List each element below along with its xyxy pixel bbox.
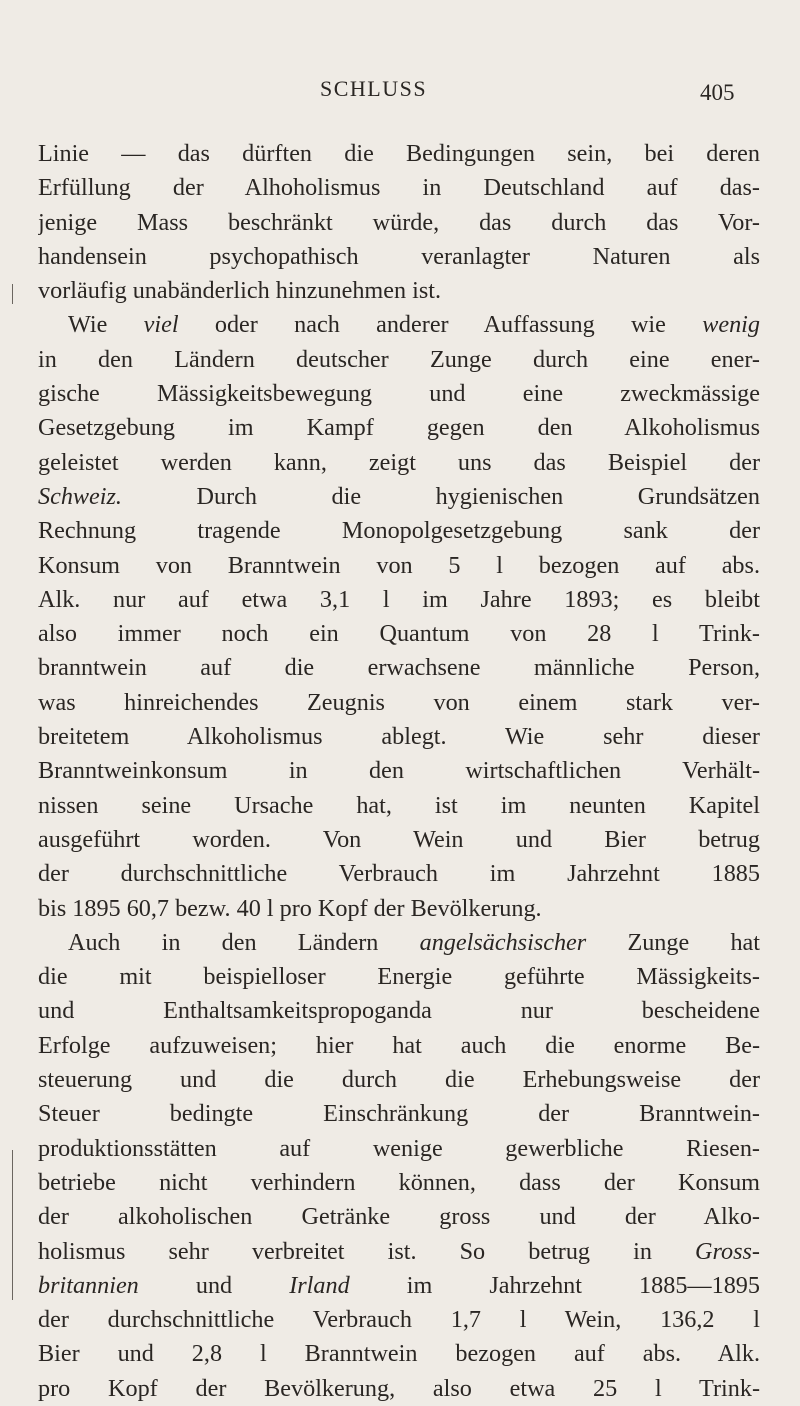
text-line: Alk. nur auf etwa 3,1 l im Jahre 1893; es bleibt bbox=[38, 585, 760, 613]
text-line: Linie — das dürften die Bedingungen sein, bei deren bbox=[38, 140, 760, 167]
italic-word: wenig bbox=[702, 311, 760, 339]
text-line: Rechnung tragende Monopolgesetzgebung sank der bbox=[38, 517, 760, 545]
running-head bbox=[0, 72, 800, 105]
text-line: Erfüllung der Alhoholismus in Deutschland auf das- bbox=[38, 174, 760, 202]
text-line: Bier und 2,8 l Branntwein bezogen auf abs. Alk. bbox=[38, 1340, 760, 1368]
text-line: Branntweinkonsum in den wirtschaftlichen Verhält- bbox=[38, 757, 760, 785]
italic-word: Schweiz. bbox=[38, 482, 122, 510]
text-line: branntwein auf die erwachsene männliche Person, bbox=[38, 654, 760, 682]
text-line: steuerung und die durch die Erhebungsweise der bbox=[38, 1066, 760, 1094]
margin-mark-bottom bbox=[12, 1150, 13, 1300]
text-line: ausgeführt worden. Von Wein und Bier betrug bbox=[38, 825, 760, 853]
italic-word: Irland bbox=[289, 1271, 350, 1299]
text-line: handensein psychopathisch veranlagter Naturen als bbox=[38, 242, 760, 270]
italic-word: angelsächsischer bbox=[419, 928, 587, 956]
text-line: in den Ländern deutscher Zunge durch eine ener- bbox=[38, 345, 760, 373]
text-line: und Enthaltsamkeitspropoganda nur bescheidene bbox=[38, 997, 760, 1025]
text-line: pro Kopf der Bevölkerung, also etwa 25 l Trink- bbox=[38, 1374, 760, 1402]
text-line: geleistet werden kann, zeigt uns das Beispiel der bbox=[38, 448, 760, 476]
text-line: was hinreichendes Zeugnis von einem stark ver- bbox=[38, 688, 760, 716]
text-line: der durchschnittliche Verbrauch im Jahrzehnt 1885 bbox=[38, 860, 760, 888]
text-line: der alkoholischen Getränke gross und der Alko- bbox=[38, 1203, 760, 1231]
text-line: nissen seine Ursache hat, ist im neunten Kapitel bbox=[38, 791, 760, 819]
text-line: Auch in den Ländern angelsächsischer Zunge hat bbox=[68, 928, 760, 956]
text-line: bis 1895 60,7 bezw. 40 l pro Kopf der Bevölkerung. bbox=[38, 894, 542, 922]
text-line: jenige Mass beschränkt würde, das durch das Vor- bbox=[38, 208, 760, 236]
text-line: Erfolge aufzuweisen; hier hat auch die enorme Be- bbox=[38, 1031, 760, 1059]
text-line: Gesetzgebung im Kampf gegen den Alkoholismus bbox=[38, 414, 760, 442]
text-line: produktionsstätten auf wenige gewerbliche Riesen- bbox=[38, 1134, 760, 1162]
running-head-title: SCHLUSS bbox=[320, 76, 428, 101]
text-line: vorläufig unabänderlich hinzunehmen ist. bbox=[38, 277, 442, 305]
page-number: 405 bbox=[700, 80, 735, 105]
text-line: Schweiz. Durch die hygienischen Grundsätzen bbox=[38, 482, 760, 510]
text-line: holismus sehr verbreitet ist. So betrug in Gross- bbox=[38, 1237, 760, 1265]
text-line: breitetem Alkoholismus ablegt. Wie sehr dieser bbox=[38, 723, 760, 751]
text-line: gische Mässigkeitsbewegung und eine zweckmässige bbox=[38, 380, 760, 408]
body-text bbox=[38, 137, 760, 1406]
text-line: der durchschnittliche Verbrauch 1,7 l Wein, 136,2 l bbox=[38, 1306, 760, 1334]
text-line: betriebe nicht verhindern können, dass der Konsum bbox=[38, 1168, 760, 1196]
italic-word: britannien bbox=[38, 1271, 139, 1299]
italic-word: viel bbox=[143, 311, 179, 339]
text-line: britannien und Irland im Jahrzehnt 1885—1895 bbox=[38, 1271, 760, 1299]
text-line: die mit beispielloser Energie geführte Mässigkeits- bbox=[38, 963, 760, 991]
margin-mark-top bbox=[12, 284, 13, 304]
text-line: Wie viel oder nach anderer Auffassung wie wenig bbox=[68, 311, 760, 339]
text-line: also immer noch ein Quantum von 28 l Trink- bbox=[38, 620, 760, 648]
italic-word: Gross- bbox=[695, 1237, 760, 1265]
text-line: Konsum von Branntwein von 5 l bezogen auf abs. bbox=[38, 551, 760, 579]
text-line: Steuer bedingte Einschränkung der Branntwein- bbox=[38, 1100, 760, 1128]
